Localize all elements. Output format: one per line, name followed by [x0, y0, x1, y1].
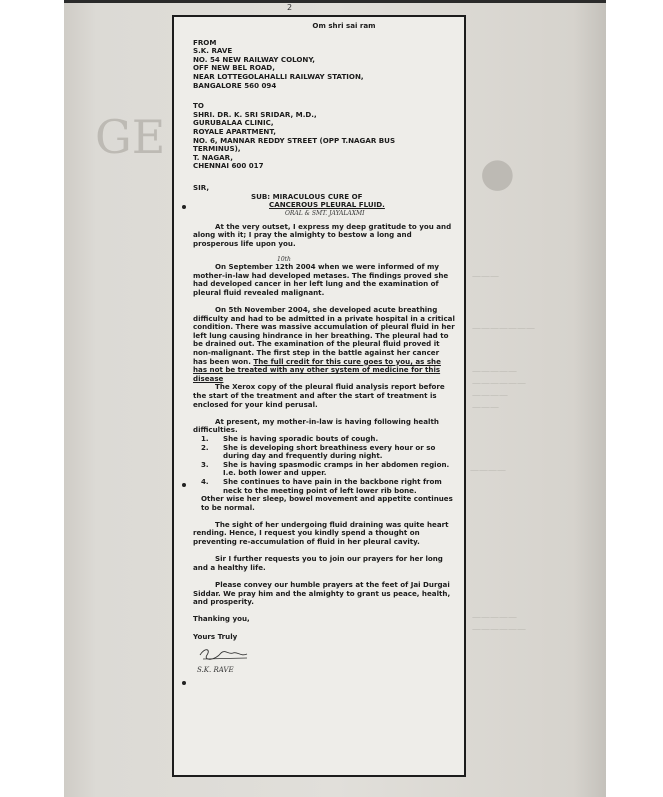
bleedthrough-text: ● — [480, 150, 515, 196]
from-line: NEAR LOTTEGOLAHALLI RAILWAY STATION, — [193, 71, 364, 81]
paragraph: The Xerox copy of the pleural fluid analysis report before the start of the treatment and after the start of treatment is enclosed for your kind perusal. — [193, 382, 445, 409]
to-line: CHENNAI 600 017 — [193, 161, 264, 171]
to-line: NO. 6, MANNAR REDDY STREET (OPP T.NAGAR BUS — [193, 135, 396, 145]
bleedthrough-text: ——— — [472, 272, 499, 282]
paragraph: Please convey our humble prayers at the feet of Jai Durgai Siddar. We pray him and the almighty to grant us peace, health, and prosperity. — [193, 580, 451, 607]
signature — [193, 645, 455, 674]
bleedthrough-text: ——————— — [472, 324, 535, 334]
paragraph: At present, my mother-in-law is having following health difficulties. — [193, 416, 439, 435]
difficulty-list — [193, 435, 455, 495]
margin-dot — [182, 483, 186, 487]
signature-name: S.K. RAVE — [197, 665, 234, 674]
from-label: FROM — [193, 37, 217, 47]
paragraph: Sir I further requests you to join our prayers for her long and a healthy life. — [193, 554, 443, 572]
bleedthrough-text: ————— —————— — [472, 613, 526, 635]
from-line: NO. 54 NEW RAILWAY COLONY, — [193, 54, 316, 64]
subject-line-1: SUB: MIRACULOUS CURE OF — [251, 191, 363, 201]
to-block — [193, 102, 455, 171]
to-label: TO — [193, 101, 204, 111]
to-line: GURUBALAA CLINIC, — [193, 118, 274, 128]
bleedthrough-text: ————— —————— ———— ——— — [472, 367, 526, 413]
bleedthrough-text: ———— — [470, 466, 506, 476]
from-line: OFF NEW BEL ROAD, — [193, 63, 275, 73]
handwritten-note: ORAL & SMT. JAYALAXMI — [285, 209, 365, 217]
bleedthrough-text: GE — [95, 110, 166, 164]
from-line: S.K. RAVE — [193, 46, 233, 56]
list-item: 2. She is developing short breathiness every hour or so during day and frequently during night. — [201, 442, 436, 461]
to-line: T. NAGAR, — [193, 152, 233, 162]
list-item: 4. She continues to have pain in the backbone right from neck to the meeting point of left lower rib bone. — [201, 476, 442, 495]
list-item: 3. She is having spasmodic cramps in her abdomen region. I.e. both lower and upper. — [201, 459, 450, 478]
from-block — [193, 39, 455, 91]
top-edge — [64, 0, 606, 3]
subject-line-2: CANCEROUS PLEURAL FLUID. — [269, 200, 385, 210]
signoff: Yours Truly — [193, 631, 238, 641]
to-line: ROYALE APARTMENT, — [193, 126, 276, 136]
paragraph: The sight of her undergoing fluid draining was quite heart rending. Hence, I request you kindly spend a thought on preventing re-accumulation of fluid in her pleural cavity. — [193, 519, 449, 547]
letter-heading: Om shri sai ram — [312, 21, 376, 30]
signature-scribble — [197, 645, 277, 667]
paragraph: On September 12th 2004 when we were informed of my mother-in-law had developed metases. The findings proved she had developed cancer in her left lung and the examination of pleural fluid revealed malignant. — [193, 262, 449, 297]
paragraph: Other wise her sleep, bowel movement and appetite continues to be normal. — [201, 494, 453, 512]
paragraph: At the very outset, I express my deep gratitude to you and along with it; I pray the almighty to bestow a long and prosperous life upon you. — [193, 221, 452, 248]
list-item: 1. She is having sporadic bouts of cough. — [201, 433, 379, 443]
margin-dot — [182, 205, 186, 209]
letter-body — [193, 22, 455, 674]
margin-dot — [182, 681, 186, 685]
closing: Thanking you, — [193, 614, 250, 624]
handwritten-correction: 10th — [277, 256, 291, 264]
to-line: SHRI. DR. K. SRI SRIDAR, M.D., — [193, 109, 317, 119]
from-line: BANGALORE 560 094 — [193, 80, 277, 90]
paragraph: On 5th November 2004, she developed acute breathing difficulty and had to be admitted in a private hospital in a critical condition. There was massive accumulation of pleural fluid in her left lung causing hindrance in her breathing. The pleural had to be drained out. The examination of the pleural fluid proved it non-malignant. The first step in the battle against her cancer has been won. The full credit for this cure goes to you, as she has not be treated with any other system of medicine for this disease — [193, 305, 455, 383]
salutation: SIR, — [193, 182, 210, 192]
underlined-text: The full credit for this cure goes to you, as she has not be treated with any other system of medicine for this disease — [193, 356, 441, 383]
page-number: 2 — [287, 3, 293, 12]
to-line: TERMINUS), — [193, 144, 241, 154]
